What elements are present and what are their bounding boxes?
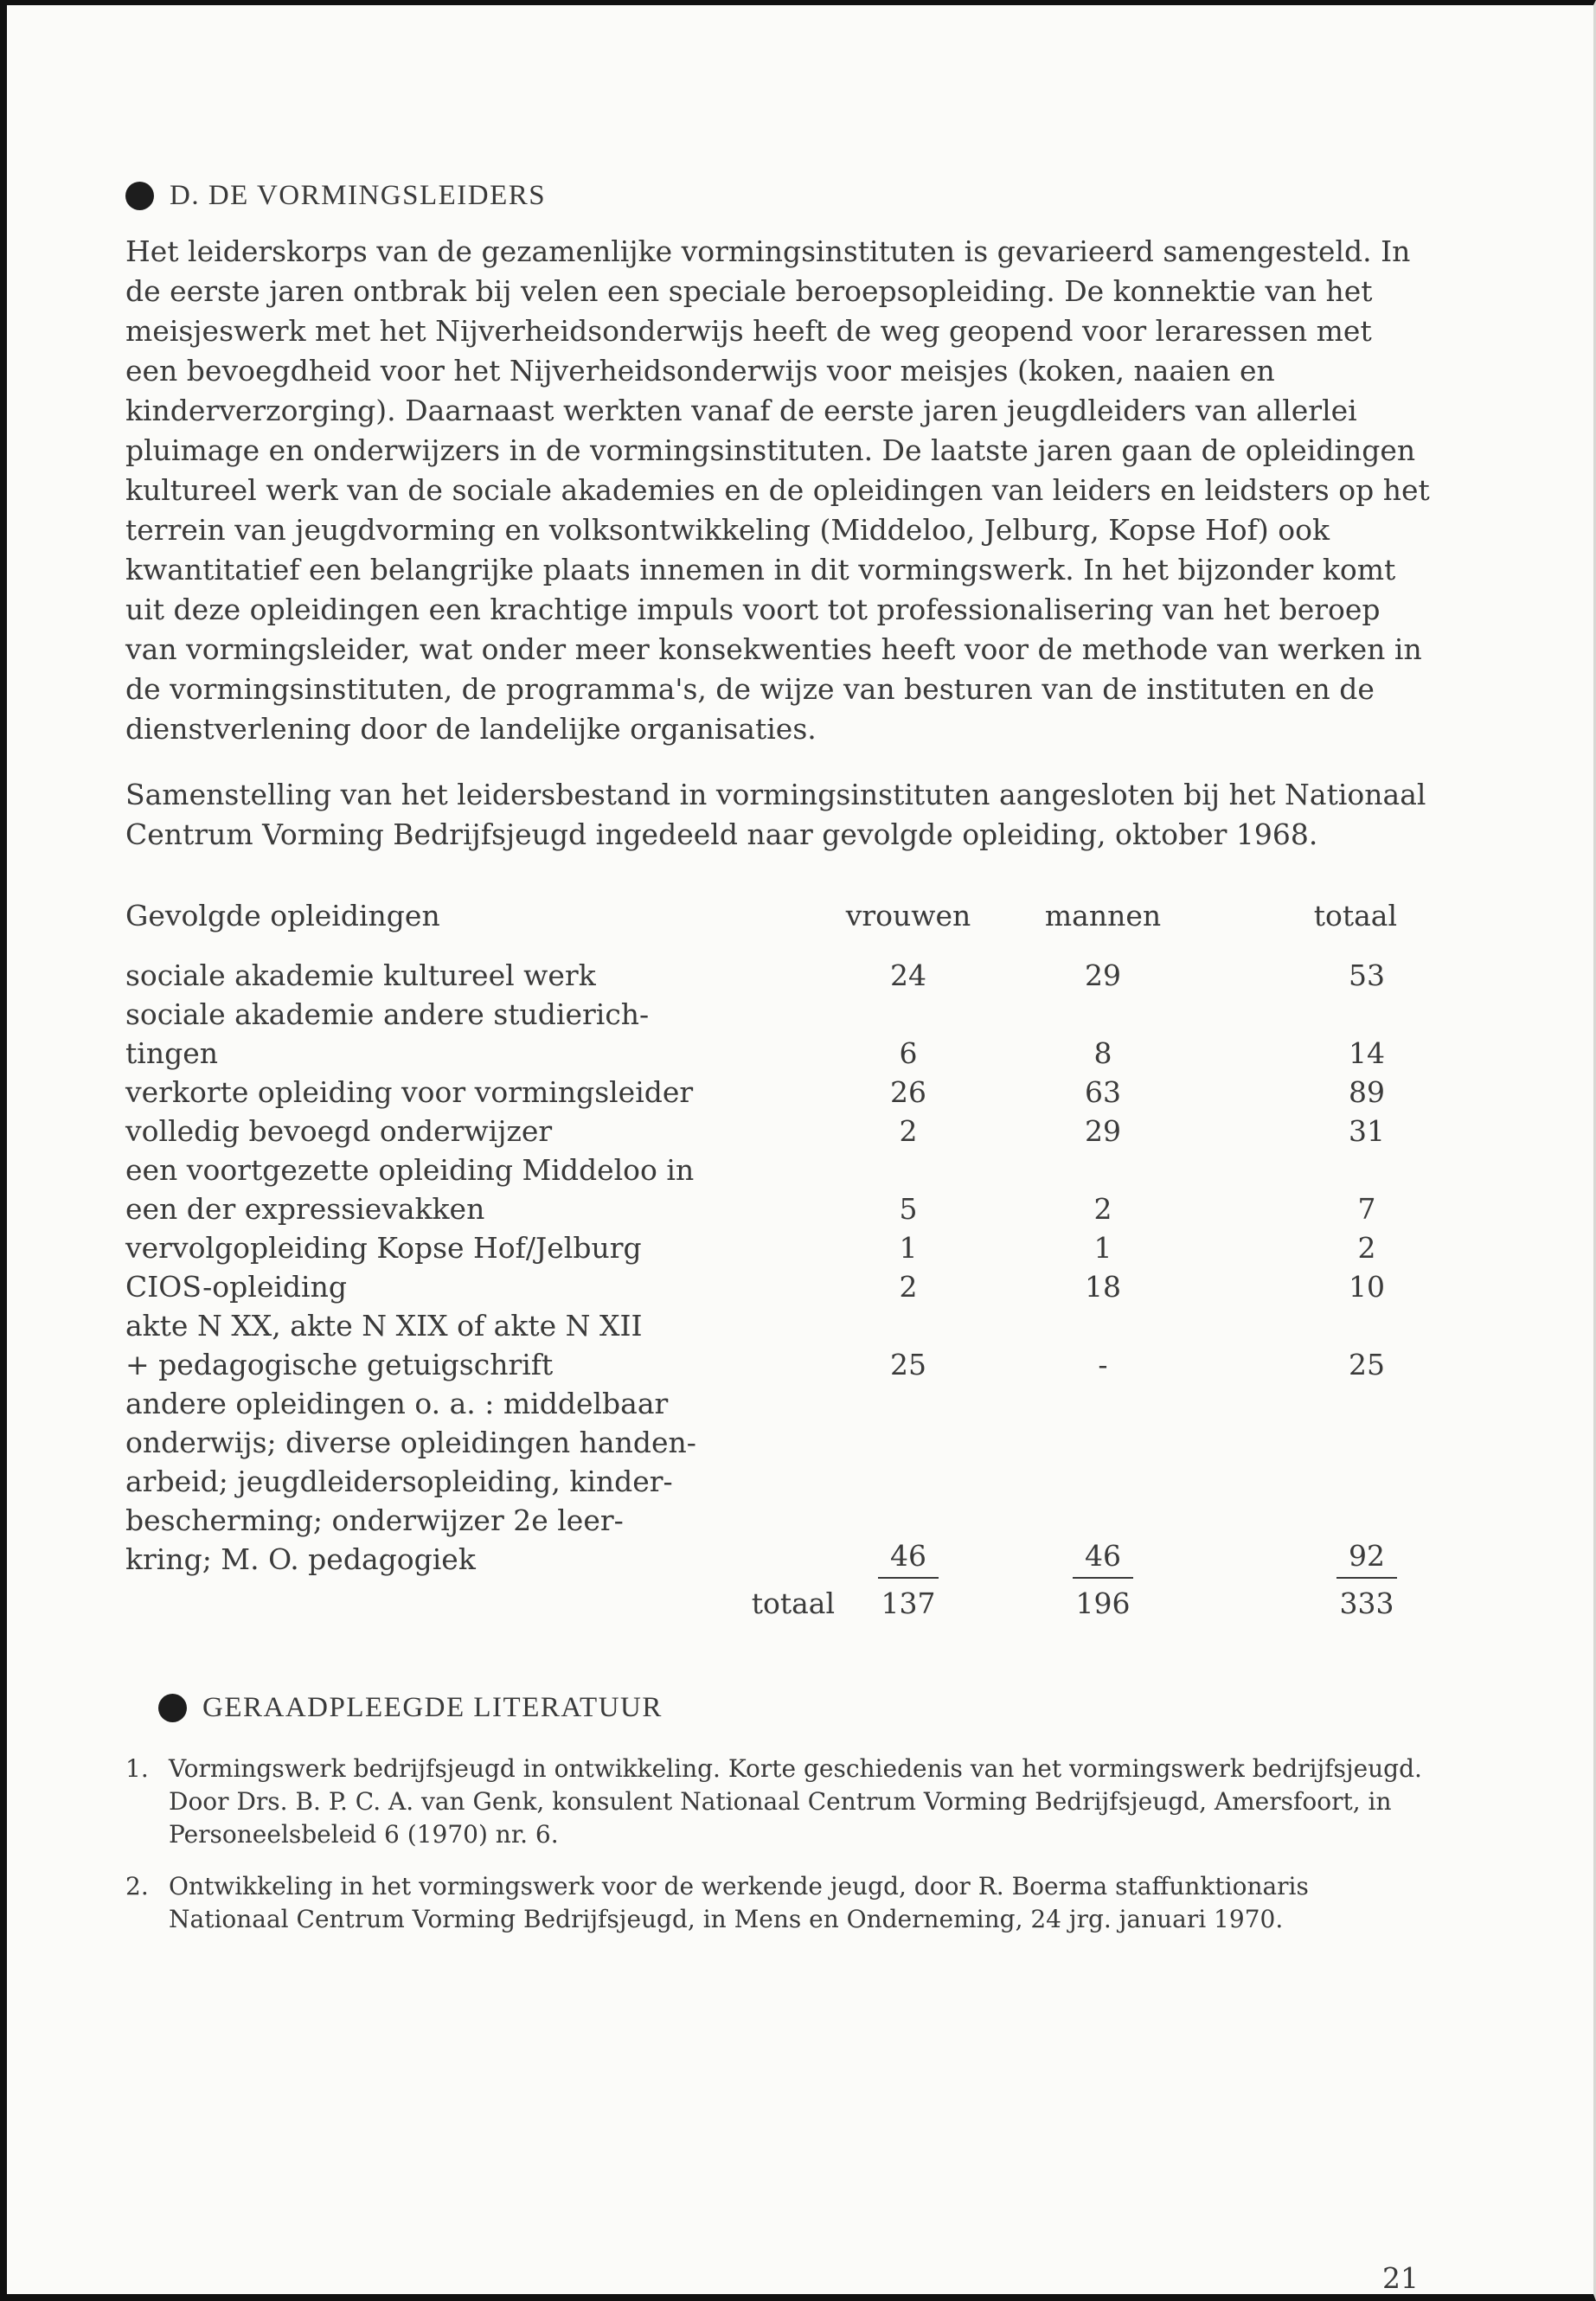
row-women-value: 1: [899, 1231, 918, 1265]
education-table: [125, 896, 1397, 1623]
row-label: volledig bevoegd onderwijzer: [125, 1114, 553, 1148]
row-label: vervolgopleiding Kopse Hof/Jelburg: [125, 1231, 642, 1265]
row-total-value: 53: [1349, 958, 1385, 992]
row-men-value: 18: [1085, 1270, 1121, 1304]
section-heading-vormingsleiders: [125, 170, 1432, 221]
row-women-value: 2: [899, 1270, 918, 1304]
row-men-value: 46: [982, 1384, 1224, 1579]
literature-item-text: Vormingswerk bedrijfsjeugd in ontwikkeling. Korte geschiedenis van het vormingswerk bedrijfsjeugd. Door Drs. B. P. C. A. van Genk, konsulent Nationaal Centrum Vorming Bedrijfsjeugd, Amersfoort, in Personeelsbeleid 6 (1970) nr. 6.: [169, 1754, 1422, 1849]
row-women-value: 24: [890, 958, 926, 992]
row-total-value: 92: [1224, 1384, 1397, 1579]
row-women-value: 6: [899, 1036, 918, 1070]
table-body: [125, 956, 1397, 1579]
table-row: [125, 1267, 1397, 1306]
row-label: CIOS-opleiding: [125, 1270, 347, 1304]
row-women-value: 25: [890, 1348, 926, 1381]
section-title: D. DE VORMINGSLEIDERS: [170, 179, 547, 211]
literature-item-number: 2.: [125, 1872, 149, 1900]
col-header-education: Gevolgde opleidingen: [125, 899, 440, 933]
totals-label: totaal: [751, 1586, 835, 1620]
literature-item: [125, 1753, 1432, 1851]
row-men-value: -: [1098, 1348, 1108, 1381]
table-row: [125, 1228, 1397, 1267]
bullet-icon: [125, 182, 154, 210]
row-label: een voortgezette opleiding Middeloo in een der expressievakken: [125, 1153, 695, 1226]
literature-item: [125, 1870, 1432, 1936]
row-men-value: 63: [1085, 1075, 1121, 1109]
table-row: [125, 1384, 1397, 1579]
table-caption: Samenstelling van het leidersbestand in vormingsinstituten aangesloten bij het Nationaal Centrum Vorming Bedrijfsjeugd ingedeeld naar gevolgde opleiding, oktober 1968.: [125, 778, 1426, 851]
table-row: [125, 956, 1397, 995]
table-row: [125, 995, 1397, 1073]
bullet-icon: [158, 1694, 187, 1722]
row-label: sociale akademie kultureel werk: [125, 958, 596, 992]
table-row: [125, 1112, 1397, 1150]
row-total-value: 7: [1357, 1192, 1376, 1226]
totals-women: 137: [881, 1586, 936, 1620]
col-header-total: totaal: [1313, 899, 1397, 933]
row-label: akte N XX, akte N XIX of akte N XII + pedagogische getuigschrift: [125, 1309, 643, 1381]
section-heading-literature: [158, 1682, 1432, 1734]
row-men-value: 1: [1093, 1231, 1112, 1265]
row-men-value: 29: [1085, 958, 1121, 992]
row-label: verkorte opleiding voor vormingsleider: [125, 1075, 694, 1109]
intro-paragraph: Het leiderskorps van de gezamenlijke vormingsinstituten is gevarieerd samengesteld. In de eerste jaren ontbrak bij velen een speciale beroepsopleiding. De konnektie van het meisjeswerk met het Nijverheidsonderwijs heeft de weg geopend voor leraressen met een bevoegdheid voor het Nijverheidsonderwijs voor meisjes (koken, naaien en kinderverzorging). Daarnaast werkten vanaf de eerste jaren jeugdleiders van allerlei pluimage en onderwijzers in de vormingsinstituten. De laatste jaren gaan de opleidingen kultureel werk van de sociale akademies en de opleidingen van leiders en leidsters op het terrein van jeugdvorming en volksontwikkeling (Middeloo, Jelburg, Kopse Hof) ook kwantitatief een belangrijke plaats innemen in dit vormingswerk. In het bijzonder komt uit deze opleidingen een krachtige impuls voort tot professionalisering van het beroep van vormingsleider, wat onder meer konsekwenties heeft voor de methode van werken in de vormingsinstituten, de programma's, de wijze van besturen van de instituten en de dienstverlening door de landelijke organisaties.: [125, 234, 1430, 746]
row-label: andere opleidingen o. a. : middelbaar onderwijs; diverse opleidingen handen- arbeid; jeugdleidersopleiding, kinder- bescherming; onderwijzer 2e leer- kring; M. O. pedagogiek: [125, 1387, 696, 1576]
table-row: [125, 1073, 1397, 1112]
page-number: 21: [1382, 2261, 1419, 2295]
literature-item-number: 1.: [125, 1754, 149, 1783]
row-men-value: 2: [1093, 1192, 1112, 1226]
col-header-women: vrouwen: [845, 899, 971, 933]
row-total-value: 14: [1349, 1036, 1385, 1070]
row-women-value: 2: [899, 1114, 918, 1148]
row-women-value: 5: [899, 1192, 918, 1226]
literature-title: GERAADPLEEGDE LITERATUUR: [202, 1691, 663, 1723]
totals-total: 333: [1339, 1586, 1394, 1620]
totals-men: 196: [1075, 1586, 1131, 1620]
row-women-value: 26: [890, 1075, 926, 1109]
row-total-value: 25: [1349, 1348, 1385, 1381]
page-content: [125, 170, 1432, 1955]
row-label: sociale akademie andere studierich- tingen: [125, 997, 650, 1070]
totals-row: [125, 1579, 1397, 1623]
row-women-value: 46: [835, 1384, 982, 1579]
table-header-row: [125, 896, 1397, 956]
table-row: [125, 1306, 1397, 1384]
literature-item-text: Ontwikkeling in het vormingswerk voor de werkende jeugd, door R. Boerma staffunktionaris Nationaal Centrum Vorming Bedrijfsjeugd, in Mens en Onderneming, 24 jrg. januari 1970.: [169, 1872, 1309, 1933]
col-header-men: mannen: [1044, 899, 1162, 933]
table-row: [125, 1150, 1397, 1228]
literature-list: [125, 1753, 1432, 1936]
row-total-value: 89: [1349, 1075, 1385, 1109]
row-total-value: 10: [1349, 1270, 1385, 1304]
row-men-value: 8: [1093, 1036, 1112, 1070]
row-total-value: 31: [1349, 1114, 1385, 1148]
row-men-value: 29: [1085, 1114, 1121, 1148]
row-total-value: 2: [1357, 1231, 1376, 1265]
